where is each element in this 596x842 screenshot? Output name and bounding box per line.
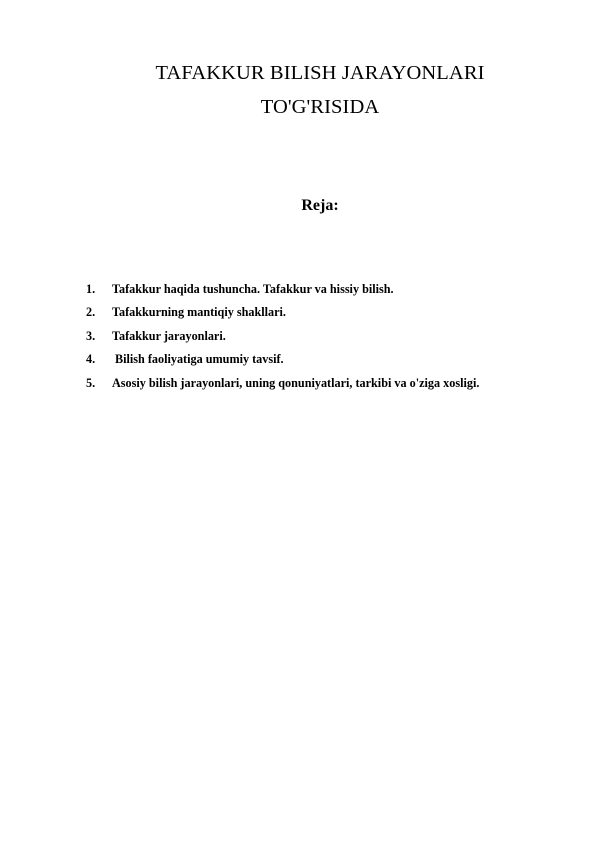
plan-item-text: Tafakkurning mantiqiy shakllari. (112, 305, 286, 319)
plan-item-text: Asosiy bilish jarayonlari, uning qonuniyatlari, tarkibi va o'ziga xosligi. (112, 376, 480, 390)
document-title-line-2: TO'G'RISIDA (260, 96, 380, 118)
plan-item-number: 1. (86, 282, 96, 296)
plan-item-text: Tafakkur haqida tushuncha. Tafakkur va hissiy bilish. (112, 282, 394, 296)
plan-item-number: 4. (86, 352, 96, 366)
plan-item-number: 2. (86, 305, 96, 319)
document-title-line-1: TAFAKKUR BILISH JARAYONLARI (155, 62, 485, 84)
plan-heading: Reja: (301, 197, 339, 214)
plan-item-number: 5. (86, 376, 96, 390)
plan-item-text: Bilish faoliyatiga umumiy tavsif. (115, 352, 284, 366)
plan-item-number: 3. (86, 329, 96, 343)
plan-item-text: Tafakkur jarayonlari. (112, 329, 226, 343)
